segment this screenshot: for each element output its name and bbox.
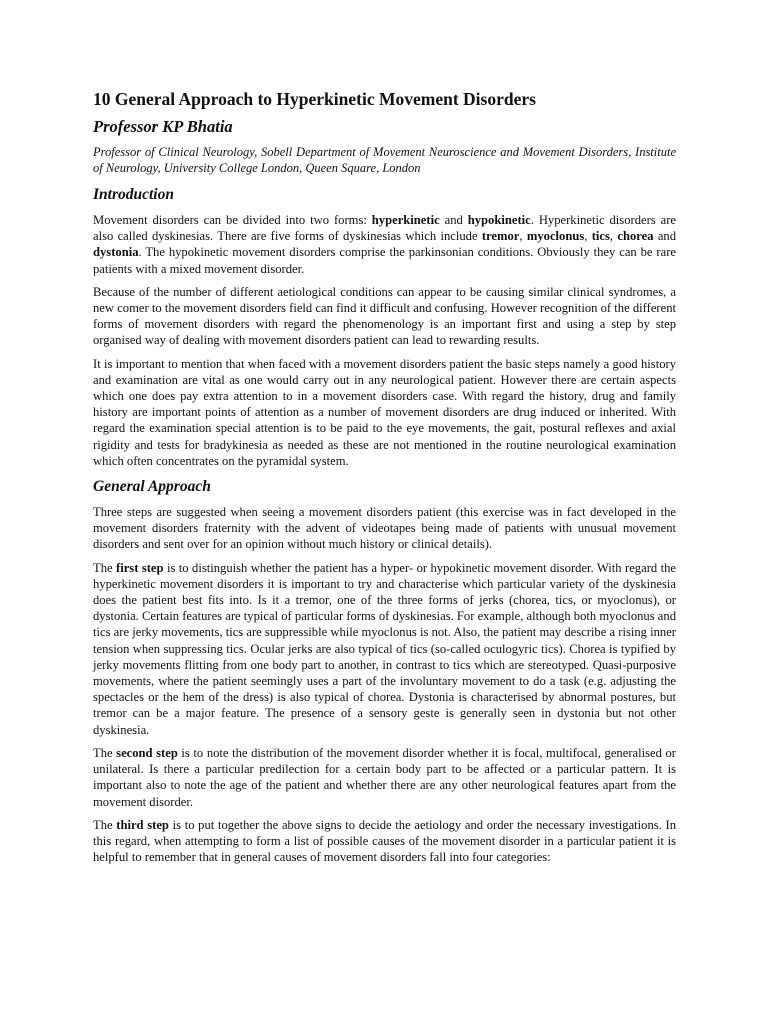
bold-term: dystonia: [93, 245, 139, 260]
bold-term: myoclonus: [526, 229, 585, 244]
text-run: The: [93, 560, 117, 575]
section-heading-general-approach: General Approach: [93, 478, 211, 496]
paragraph-third-step: [93, 817, 676, 866]
text-run: . The hypokinetic movement disorders comprise the parkinsonian conditions. Obviously they can be rare patients with a mixed movement disorder.: [93, 245, 676, 276]
paragraph-intro-2: Because of the number of different aetiological conditions can appear to be causing similar clinical syndromes, a new comer to the movement disorders field can find it difficult and confusing. However recognition of the different forms of movement disorders with regard the phenomenology is an important first and using a step by step organised way of dealing with movement disorders patient can lead to rewarding results.: [93, 284, 676, 348]
text-run: Movement disorders can be divided into two forms:: [93, 213, 372, 227]
text-run: is to put together the above signs to decide the aetiology and order the necessary investigations. In this regard, when attempting to form a list of possible causes of the movement disorder in a particular patient it is helpful to remember that in general causes of movement disorders fall into four categories:: [93, 817, 676, 865]
text-run: and: [439, 213, 468, 227]
bold-term: hypokinetic: [467, 213, 531, 227]
section-heading-introduction: Introduction: [93, 186, 174, 203]
paragraph-approach-1: Three steps are suggested when seeing a movement disorders patient (this exercise was in fact developed in the movement disorders fraternity with the advent of videotapes being made of patients with unusual movement disorders and sent over for an opinion without much history or clinical details).: [93, 505, 676, 552]
author-name: Professor KP Bhatia: [93, 117, 233, 136]
text-run: ,: [609, 229, 618, 244]
paragraph-intro-3: It is important to mention that when faced with a movement disorders patient the basic steps namely a good history and examination are vital as one would carry out in any neurological patient. However there are certain aspects which one does pay extra attention to in a movement disorders case. With regard the history, drug and family history are important points of attention as a number of movement disorders are drug induced or inherited. With regard the examination special attention is to be paid to the eye movements, the gait, postural reflexes and axial rigidity and tests for bradykinesia as needed as these are not mentioned in the routine neurological examination which often concentrates on the pyramidal system.: [93, 356, 676, 468]
text-run: ,: [519, 229, 527, 244]
bold-term: chorea: [617, 229, 654, 244]
paragraph-intro-1: [93, 212, 676, 277]
bold-term: first step: [116, 560, 164, 575]
bold-term: third step: [116, 817, 169, 832]
text-run: ,: [584, 229, 592, 244]
paragraph-second-step: [93, 745, 676, 810]
bold-term: tics: [591, 229, 610, 244]
bold-term: hyperkinetic: [371, 213, 440, 227]
paragraph-first-step: [93, 560, 676, 738]
text-run: The: [93, 817, 117, 832]
text-run: The: [93, 745, 117, 760]
bold-term: tremor: [481, 229, 520, 244]
bold-term: second step: [116, 745, 178, 760]
document-title: 10 General Approach to Hyperkinetic Movement Disorders: [93, 89, 536, 109]
text-run: is to note the distribution of the movement disorder whether it is focal, multifocal, generalised or unilateral. Is there a particular predilection for a certain body part to be affected or a particular pattern. It is important also to note the age of the patient and whether there are any other neurological features apart from the movement disorder.: [93, 745, 676, 809]
text-run: . Hyperkinetic disorders are also called dyskinesias. There are five forms of dyskinesias which include: [93, 213, 676, 244]
text-run: and: [653, 229, 677, 244]
author-affiliation: Professor of Clinical Neurology, Sobell Department of Movement Neuroscience and Movement Disorders, Institute of Neurology, University College London, Queen Square, London: [93, 145, 676, 175]
text-run: is to distinguish whether the patient has a hyper- or hypokinetic movement disorder. With regard the hyperkinetic movement disorders it is important to try and characterise which particular variety of the dyskinesia does the patient best fits into. Is it a tremor, one of the three forms of jerks (chorea, tics, or myoclonus), or dystonia. Certain features are typical of particular forms of dyskinesias. For example, although both myoclonus and tics are jerky movements, tics are suppressible while myoclonus is not. Also, the patient may describe a rising inner tension when suppressing tics. Ocular jerks are also typical of tics (so-called oculogyric tics). Chorea is typified by jerky movements flitting from one body part to another, in contrast to tics which are stereotyped. Quasi-purposive movements, where the patient seemingly uses a part of the involuntary movement to do a task (e.g. adjusting the spectacles or the hem of the dress) is also typical of chorea. Dystonia is characterised by abnormal postures, but tremor can be a major feature. The presence of a sensory geste is generally seen in dystonia but not other dyskinesia.: [93, 560, 677, 737]
